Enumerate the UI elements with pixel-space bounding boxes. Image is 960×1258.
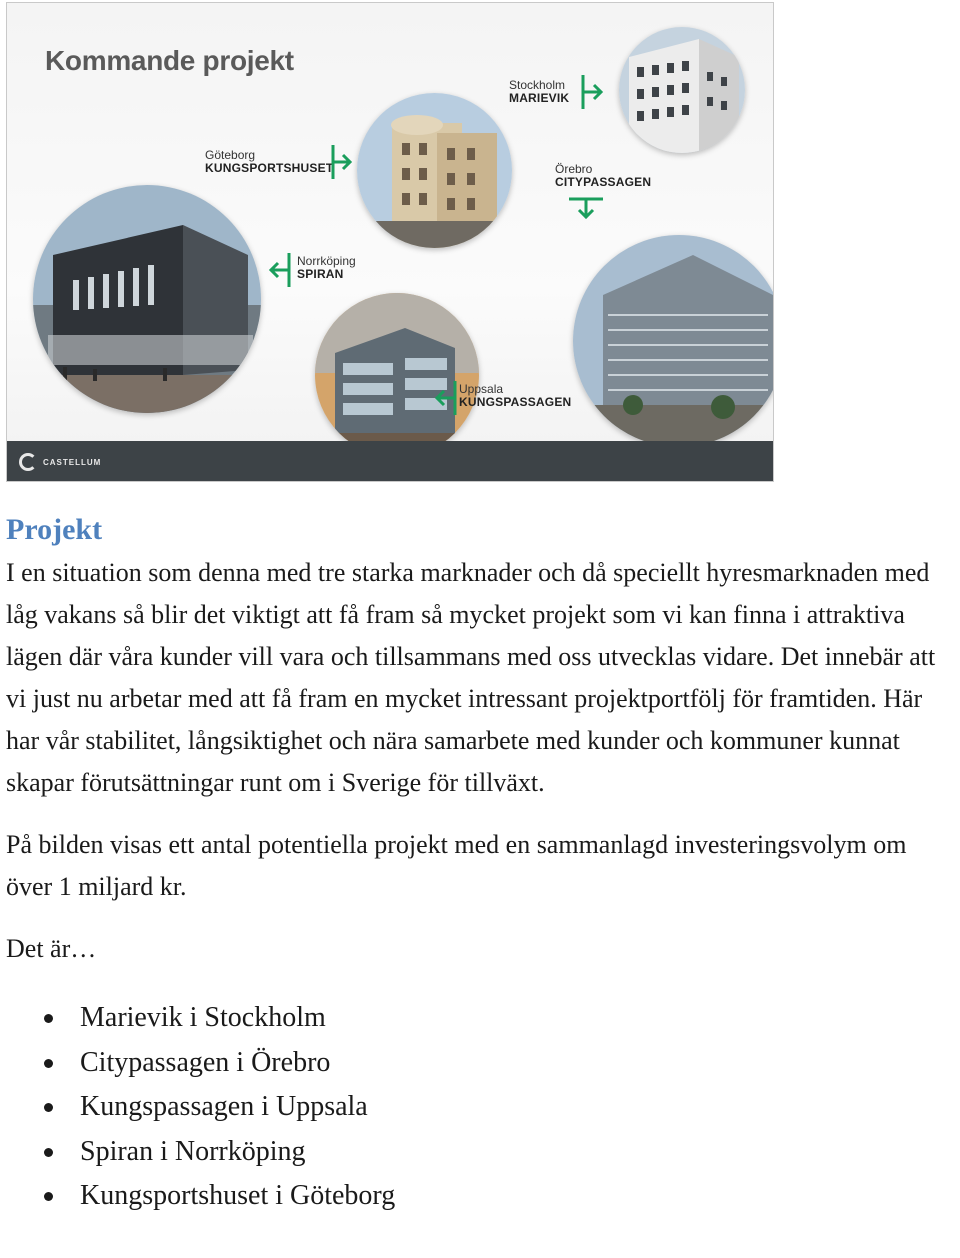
list-item bbox=[6, 1174, 956, 1219]
bullet-icon bbox=[44, 1103, 53, 1112]
logo-text: CASTELLUM bbox=[43, 457, 102, 467]
project-list bbox=[6, 996, 956, 1219]
citypassagen-photo bbox=[357, 93, 512, 248]
label-project: KUNGSPASSAGEN bbox=[459, 395, 572, 410]
list-item-text: Marievik i Stockholm bbox=[80, 1002, 326, 1033]
label-project: SPIRAN bbox=[297, 267, 344, 282]
slide-title: Kommande projekt bbox=[45, 45, 294, 76]
label-uppsala bbox=[459, 383, 571, 409]
section-heading: Projekt bbox=[6, 513, 103, 546]
bullet-icon bbox=[44, 1014, 53, 1023]
paragraph-intro: I en situation som denna med tre starka marknader och då speciellt hyresmarknaden med låg vakans så blir det viktigt att få fram så mycket projekt som vi kan finna i attraktiva lägen där våra kunder vill vara och tillsammans med oss utvecklas vidare. Det innebär att vi just nu arbetar med att få fram en mycket intressant projektportfölj för framtiden. Här har vår stabilitet, långsiktighet och nära samarbete med kunder och kommuner kunnat skapar förutsättningar runt om i Sverige för tillväxt. bbox=[6, 558, 936, 797]
slide-footer bbox=[7, 441, 773, 481]
kungsportshuset-photo bbox=[33, 185, 261, 413]
arrow-left-icon bbox=[433, 379, 459, 417]
label-city: Stockholm bbox=[509, 78, 566, 92]
label-norrkoping bbox=[297, 255, 356, 281]
bullet-icon bbox=[44, 1059, 53, 1068]
label-city: Uppsala bbox=[459, 382, 504, 396]
label-goteborg bbox=[205, 149, 333, 175]
bullet-icon bbox=[44, 1148, 53, 1157]
label-orebro bbox=[555, 163, 651, 189]
label-stockholm bbox=[509, 79, 569, 105]
list-item-text: Citypassagen i Örebro bbox=[80, 1046, 331, 1078]
paragraph-list-intro: Det är… bbox=[6, 934, 97, 963]
label-city: Örebro bbox=[555, 162, 593, 176]
list-item-text: Spiran i Norrköping bbox=[80, 1135, 306, 1167]
spiran-photo bbox=[315, 293, 479, 457]
label-project: KUNGSPORTSHUSET bbox=[205, 161, 334, 176]
list-item-text: Kungsportshuset i Göteborg bbox=[80, 1180, 396, 1211]
list-item bbox=[6, 996, 956, 1041]
castellum-logo bbox=[19, 453, 101, 471]
arrow-down-icon bbox=[567, 195, 605, 221]
castellum-logo-icon bbox=[19, 453, 37, 471]
arrow-left-icon bbox=[267, 251, 293, 289]
bullet-icon bbox=[44, 1192, 53, 1201]
paragraph-investment: På bilden visas ett antal potentiella projekt med en sammanlagd investeringsvolym om över 1 miljard kr. bbox=[6, 830, 907, 901]
kungspassagen-office-photo bbox=[573, 235, 774, 447]
article bbox=[6, 508, 956, 1219]
label-city: Norrköping bbox=[297, 254, 356, 268]
list-item bbox=[6, 1130, 956, 1175]
label-project: MARIEVIK bbox=[509, 91, 570, 106]
label-project: CITYPASSAGEN bbox=[555, 175, 652, 190]
list-item bbox=[6, 1041, 956, 1086]
list-item-text: Kungspassagen i Uppsala bbox=[80, 1091, 368, 1122]
arrow-right-icon bbox=[329, 143, 353, 181]
project-slide-image bbox=[6, 2, 774, 482]
list-item bbox=[6, 1085, 956, 1130]
marievik-photo bbox=[619, 27, 745, 153]
label-city: Göteborg bbox=[205, 148, 256, 162]
arrow-right-icon bbox=[579, 73, 605, 111]
